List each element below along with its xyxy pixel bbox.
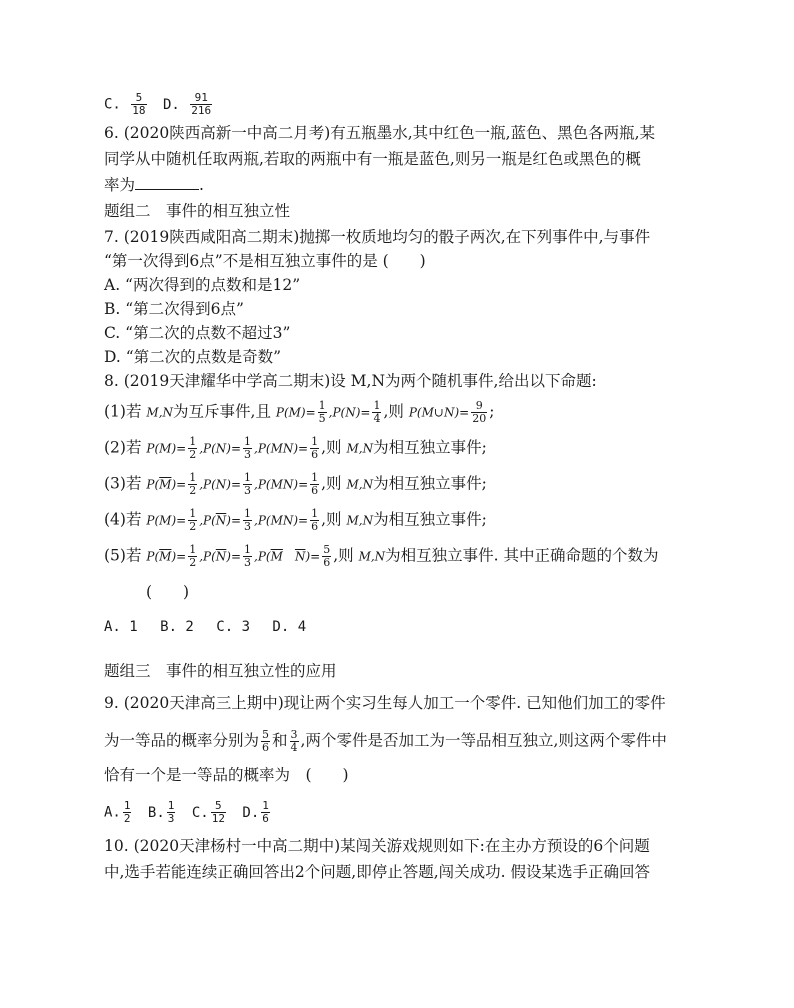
fraction	[243, 544, 252, 569]
q8-options: A. 1 B. 2 C. 3 D. 4	[104, 619, 307, 635]
option-c-label: C.	[104, 96, 121, 113]
frac-num: 1	[311, 507, 319, 520]
frac-den: 2	[189, 484, 197, 497]
prob-expr: P(M∪N)=	[408, 405, 470, 420]
q8-proposition-1	[104, 400, 494, 425]
complement-n: $\overline{N}$	[215, 549, 227, 564]
fraction	[310, 472, 319, 497]
frac-den: 6	[311, 484, 319, 497]
prob-expr	[254, 550, 320, 564]
q7-option-c: C. “第二次的点数不超过3”	[104, 324, 291, 342]
q8-answer-paren: ( )	[146, 583, 190, 601]
q7-line-2: “第一次得到6点”不是相互独立事件的是 ( )	[104, 252, 426, 270]
q8-line-1: 8. (2019天津耀华中学高二期末)设 M,N为两个随机事件,给出以下命题:	[104, 372, 597, 390]
frac-num: 1	[318, 399, 326, 412]
frac-den: 3	[244, 484, 252, 497]
fraction	[372, 400, 381, 425]
prop-label: (5)若	[104, 546, 142, 565]
prop-label: (1)若	[104, 402, 142, 421]
frac-num: 5	[262, 728, 270, 741]
events-mn: M,N	[346, 477, 374, 492]
q8-proposition-3	[104, 472, 487, 497]
text: 为一等品的概率分别为	[104, 731, 260, 750]
text: ;	[489, 402, 495, 421]
frac-num: 1	[189, 507, 197, 520]
frac-den: 4	[290, 741, 298, 754]
q8-proposition-5	[104, 544, 659, 569]
frac-num: 1	[311, 435, 319, 448]
text: ,则	[333, 546, 354, 565]
q6-line-2: 同学从中随机任取两瓶,若取的两瓶中有一瓶是蓝色,则另一瓶是红色或黑色的概	[104, 150, 641, 168]
fraction	[290, 729, 299, 754]
q7-line-1: 7. (2019陕西咸阳高二期末)抛掷一枚质地均匀的骰子两次,在下列事件中,与事件	[104, 228, 651, 246]
prop-label: (3)若	[104, 474, 142, 493]
text: ,P(	[199, 513, 216, 528]
frac-den: 6	[323, 556, 331, 569]
text: 为相互独立事件;	[373, 510, 487, 529]
option-a-label: A.	[104, 804, 121, 821]
complement-n: $\overline{N}$	[215, 513, 227, 528]
frac-den: 18	[132, 104, 146, 117]
option-c-fraction	[211, 800, 226, 825]
text: ,则	[383, 402, 404, 421]
fraction	[243, 472, 252, 497]
frac-num: 1	[189, 543, 197, 556]
q8-proposition-4	[104, 508, 487, 533]
frac-num: 1	[167, 799, 175, 812]
text: )=	[171, 549, 187, 564]
q7-option-b: B. “第二次得到6点”	[104, 300, 244, 318]
group-3-heading: 题组三 事件的相互独立性的应用	[104, 662, 337, 680]
q6-line-3-text: 率为	[104, 176, 136, 194]
option-d-label: D.	[162, 96, 180, 113]
events-mn: M,N	[346, 513, 374, 528]
complement-n: $\overline{N}$	[294, 549, 306, 564]
frac-num: 1	[373, 399, 381, 412]
frac-den: 12	[211, 812, 225, 825]
complement-m: $\overline{M}$	[159, 549, 172, 564]
frac-num: 1	[244, 471, 252, 484]
frac-num: 1	[244, 435, 251, 448]
frac-den: 5	[318, 412, 326, 425]
text: 为相互独立事件;	[373, 474, 487, 493]
prob-expr	[199, 514, 241, 528]
q10-line-2: 中,选手若能连续正确回答出2个问题,即停止答题,闯关成功. 假设某选手正确回答	[104, 863, 650, 881]
frac-num: 1	[244, 543, 252, 556]
option-c-label: C.	[191, 804, 209, 821]
option-d-fraction	[190, 92, 212, 117]
q9-line-1: 9. (2020天津高三上期中)现让两个实习生每人加工一个零件. 已知他们加工的零件	[104, 694, 666, 712]
text: 和	[272, 731, 288, 750]
text: 为相互独立事件;	[373, 438, 487, 457]
text: 为互斥事件,且	[173, 402, 271, 421]
option-a-fraction	[123, 800, 132, 825]
text: )=	[226, 513, 242, 528]
events-mn: M,N	[146, 405, 174, 420]
prob-expr	[199, 550, 241, 564]
frac-den: 2	[189, 556, 197, 569]
prob-expr: P(M)=	[275, 405, 316, 420]
frac-den: 6	[311, 520, 319, 533]
option-c-fraction	[131, 92, 146, 117]
events-mn: M,N	[346, 441, 374, 456]
text: )=	[305, 549, 321, 564]
text: P(	[146, 549, 160, 564]
text: ,两个零件是否加工为一等品相互独立,则这两个零件中	[300, 731, 667, 750]
frac-num: 3	[290, 728, 298, 741]
frac-den: 3	[244, 448, 251, 461]
prob-expr: ,P(N)=	[199, 477, 242, 492]
prob-expr	[146, 478, 186, 492]
text: ,P(	[254, 549, 271, 564]
events-mn: M,N	[358, 549, 386, 564]
fraction	[188, 472, 197, 497]
frac-num: 5	[131, 92, 146, 105]
prob-expr: ,P(MN)=	[254, 513, 309, 528]
q6-end: .	[199, 176, 204, 194]
prop-label: (2)若	[104, 438, 142, 457]
prob-expr: ,P(N)=	[328, 405, 371, 420]
group-2-heading: 题组二 事件的相互独立性	[104, 202, 291, 220]
gap	[283, 550, 295, 564]
fraction	[310, 508, 319, 533]
prob-expr: ,P(N)=	[199, 441, 241, 456]
q7-option-a: A. “两次得到的点数和是12”	[104, 276, 301, 294]
fraction	[310, 436, 319, 461]
option-b-label: B.	[147, 804, 165, 821]
text: )=	[171, 477, 187, 492]
complement-m: $\overline{M}$	[159, 477, 172, 492]
prob-expr	[146, 550, 186, 564]
frac-den: 3	[244, 556, 252, 569]
frac-den: 4	[373, 412, 381, 425]
frac-den: 216	[191, 104, 212, 117]
text: ,P(	[199, 549, 216, 564]
text: 为相互独立事件. 其中正确命题的个数为	[385, 546, 659, 565]
frac-den: 3	[244, 520, 252, 533]
fraction	[261, 729, 270, 754]
q9-line-2	[104, 729, 667, 754]
prob-expr: P(M)=	[146, 513, 187, 528]
q6-line-3	[104, 175, 204, 195]
q9-options	[104, 800, 272, 825]
prop-label: (4)若	[104, 510, 142, 529]
frac-num: 91	[190, 92, 212, 105]
text: ,则	[321, 510, 342, 529]
fraction	[322, 544, 331, 569]
fraction	[243, 508, 252, 533]
fraction	[188, 436, 197, 461]
fraction	[188, 544, 197, 569]
frac-num: 1	[189, 435, 197, 448]
frac-den: 3	[167, 812, 175, 825]
frac-den: 2	[189, 448, 197, 461]
text: P(	[146, 477, 160, 492]
frac-num: 9	[471, 400, 487, 413]
option-b-fraction	[167, 800, 176, 825]
text: ,则	[321, 438, 342, 457]
frac-den: 6	[262, 741, 270, 754]
q7-option-d: D. “第二次的点数是奇数”	[104, 348, 282, 366]
frac-num: 5	[211, 800, 226, 813]
frac-den: 6	[311, 448, 319, 461]
q10-line-1: 10. (2020天津杨村一中高二期中)某闯关游戏规则如下:在主办方预设的6个问题	[104, 837, 650, 855]
frac-den: 2	[189, 520, 197, 533]
fraction	[188, 508, 197, 533]
frac-num: 5	[323, 543, 331, 556]
q5-options-cd	[104, 92, 214, 117]
frac-num: 1	[123, 799, 131, 812]
fraction	[471, 400, 487, 425]
q9-line-3: 恰有一个是一等品的概率为 ( )	[104, 766, 349, 784]
text: )=	[226, 549, 242, 564]
fraction	[243, 436, 252, 461]
frac-num: 1	[311, 471, 319, 484]
fraction	[318, 400, 327, 425]
complement-m: $\overline{M}$	[270, 549, 283, 564]
frac-den: 6	[262, 812, 269, 825]
prob-expr: ,P(MN)=	[254, 477, 309, 492]
answer-blank	[135, 175, 199, 190]
option-d-label: D.	[242, 804, 260, 821]
q6-line-1: 6. (2020陕西高新一中高二月考)有五瓶墨水,其中红色一瓶,蓝色、黑色各两瓶,某	[104, 124, 656, 142]
prob-expr: ,P(MN)=	[254, 441, 309, 456]
frac-num: 1	[189, 471, 197, 484]
prob-expr: P(M)=	[146, 441, 187, 456]
frac-num: 1	[262, 799, 269, 812]
q8-proposition-2	[104, 436, 487, 461]
text: ,则	[321, 474, 342, 493]
frac-den: 20	[472, 412, 487, 425]
frac-den: 2	[123, 812, 131, 825]
option-d-fraction	[261, 800, 270, 825]
frac-num: 1	[244, 507, 252, 520]
